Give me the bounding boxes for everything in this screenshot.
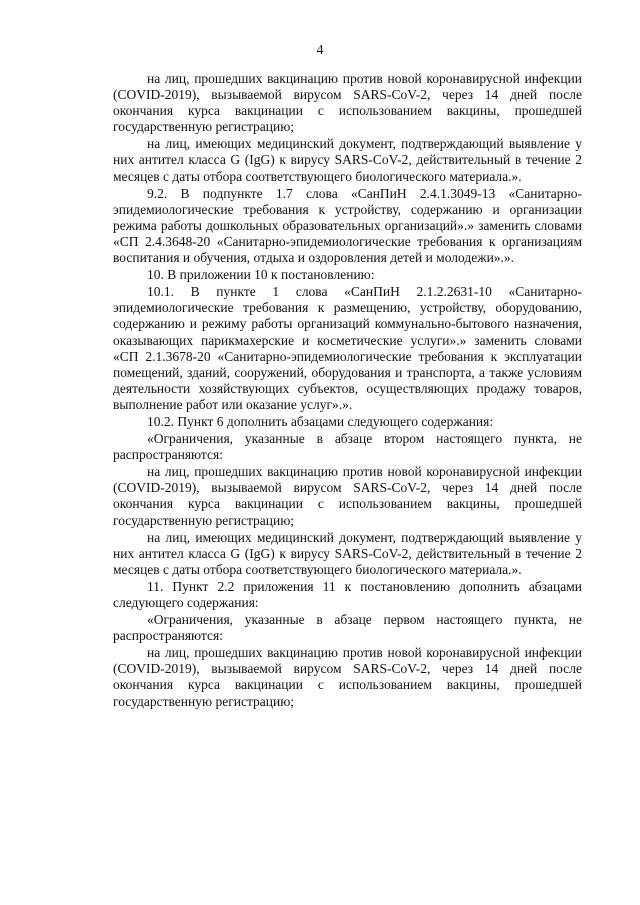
paragraph: 10.2. Пункт 6 дополнить абзацами следующего содержания: <box>147 413 494 429</box>
paragraph: на лиц, имеющих медицинский документ, подтверждающий выявление у них антител класса G (IgG) к вирусу SARS-CoV-2, действительный в течение 2 месяцев с даты отбора соответствующего биологического материала.». <box>113 136 582 184</box>
paragraph: «Ограничения, указанные в абзаце втором настоящего пункта, не распространяются: <box>113 431 582 463</box>
paragraph: 10. В приложении 10 к постановлению: <box>147 267 375 283</box>
paragraph: на лиц, имеющих медицинский документ, подтверждающий выявление у них антител класса G (IgG) к вирусу SARS-CoV-2, действительный в течение 2 месяцев с даты отбора соответствующего биологического материала.». <box>113 529 582 577</box>
paragraph: 10.1. В пункте 1 слова «СанПиН 2.1.2.2631-10 «Санитарно-эпидемиологические требования к размещению, устройству, оборудованию, содержанию и режиму работы организаций коммунально-бытового назначения, оказывающих парикмахерские и косметические услуги».» заменить словами «СП 2.1.3678-20 «Санитарно-эпидемиологические требования к эксплуатации помещений, зданий, сооружений, оборудования и транспорта, а также условиям деятельности хозяйствующих субъектов, осуществляющих продажу товаров, выполнение работ или оказание услуг».». <box>113 284 582 412</box>
paragraph: на лиц, прошедших вакцинацию против новой коронавирусной инфекции (COVID-2019), вызываемой вирусом SARS-CoV-2, через 14 дней после окончания курса вакцинации с использованием вакцины, прошедшей государственную регистрацию; <box>113 645 582 709</box>
paragraph: на лиц, прошедших вакцинацию против новой коронавирусной инфекции (COVID-2019), вызываемой вирусом SARS-CoV-2, через 14 дней после окончания курса вакцинации с использованием вакцины, прошедшей государственную регистрацию; <box>113 464 582 528</box>
document-body <box>113 71 582 711</box>
paragraph: 11. Пункт 2.2 приложения 11 к постановлению дополнить абзацами следующего содержания: <box>113 578 582 610</box>
paragraph: на лиц, прошедших вакцинацию против новой коронавирусной инфекции (COVID-2019), вызываемой вирусом SARS-CoV-2, через 14 дней после окончания курса вакцинации с использованием вакцины, прошедшей государственную регистрацию; <box>113 71 582 135</box>
paragraph: «Ограничения, указанные в абзаце первом настоящего пункта, не распространяются: <box>113 612 582 644</box>
page-number: 4 <box>316 43 324 58</box>
paragraph: 9.2. В подпункте 1.7 слова «СанПиН 2.4.1.3049-13 «Санитарно-эпидемиологические требования к устройству, содержанию и организации режима работы дошкольных образовательных организаций».» заменить словами «СП 2.4.3648-20 «Санитарно-эпидемиологические требования к организациям воспитания и обучения, отдыха и оздоровления детей и молодежи».». <box>113 185 582 266</box>
